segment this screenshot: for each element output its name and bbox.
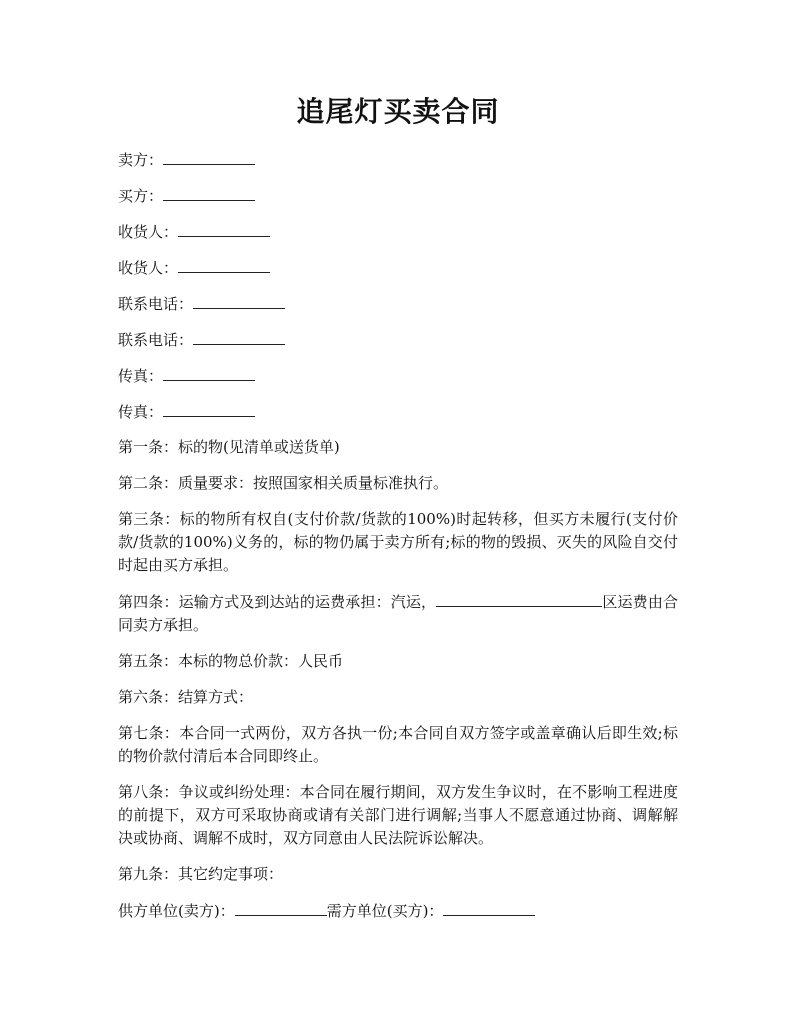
article-5: 第五条：本标的物总价款：人民币	[118, 652, 344, 670]
fax-field	[118, 400, 678, 423]
field-label: 传真：	[118, 367, 164, 385]
article-2: 第二条：质量要求：按照国家相关质量标准执行。	[118, 474, 449, 492]
fill-in-blank	[163, 400, 255, 417]
article-4-text-end: 区运费由合同卖方承担。	[118, 593, 678, 634]
article-1: 第一条：标的物(见清单或送货单)	[118, 438, 340, 456]
phone-field	[118, 328, 678, 351]
article-6: 第六条：结算方式：	[118, 688, 254, 706]
fill-in-blank	[193, 292, 285, 309]
document-body	[118, 148, 678, 935]
document-title: 追尾灯买卖合同	[296, 95, 500, 128]
consignee-field	[118, 256, 678, 279]
field-label: 传真：	[118, 403, 164, 421]
buyer-field	[118, 184, 678, 207]
fill-in-blank	[235, 899, 327, 916]
fill-in-blank	[163, 364, 255, 381]
supplier-label: 供方单位(卖方)：	[118, 902, 235, 920]
field-label: 买方：	[118, 187, 164, 205]
article-3: 第三条：标的物所有权自(支付价款/货款的100%)时起转移，但买方未履行(支付价款/货款的100%)义务的，标的物仍属于卖方所有;标的物的毁损、灭失的风险自交付时起由买方承担。	[118, 510, 678, 574]
buyer-unit-label: 需方单位(买方)：	[326, 902, 444, 920]
article-9: 第九条：其它约定事项：	[118, 865, 284, 883]
consignee-field	[118, 220, 678, 243]
field-label: 联系电话：	[118, 295, 194, 313]
phone-field	[118, 292, 678, 315]
fill-in-blank	[193, 328, 285, 345]
fill-in-blank	[443, 899, 535, 916]
article-4-text: 第四条：运输方式及到达站的运费承担：汽运，	[118, 593, 437, 611]
field-label: 卖方：	[118, 151, 164, 169]
field-label: 收货人：	[118, 223, 179, 241]
fill-in-blank	[436, 590, 602, 607]
fill-in-blank	[163, 148, 255, 165]
fill-in-blank	[163, 184, 255, 201]
field-label: 联系电话：	[118, 331, 194, 349]
fill-in-blank	[178, 256, 270, 273]
fax-field	[118, 364, 678, 387]
seller-field	[118, 148, 678, 171]
signature-line	[118, 899, 678, 922]
field-label: 收货人：	[118, 259, 179, 277]
fill-in-blank	[178, 220, 270, 237]
article-4	[118, 590, 678, 637]
article-7: 第七条：本合同一式两份，双方各执一份;本合同自双方签字或盖章确认后即生效;标的物价款付清后本合同即终止。	[118, 724, 678, 765]
article-8: 第八条：争议或纠纷处理：本合同在履行期间，双方发生争议时，在不影响工程进度的前提下，双方可采取协商或请有关部门进行调解;当事人不愿意通过协商、调解解决或协商、调解不成时，双方同意由人民法院诉讼解决。	[118, 783, 678, 847]
